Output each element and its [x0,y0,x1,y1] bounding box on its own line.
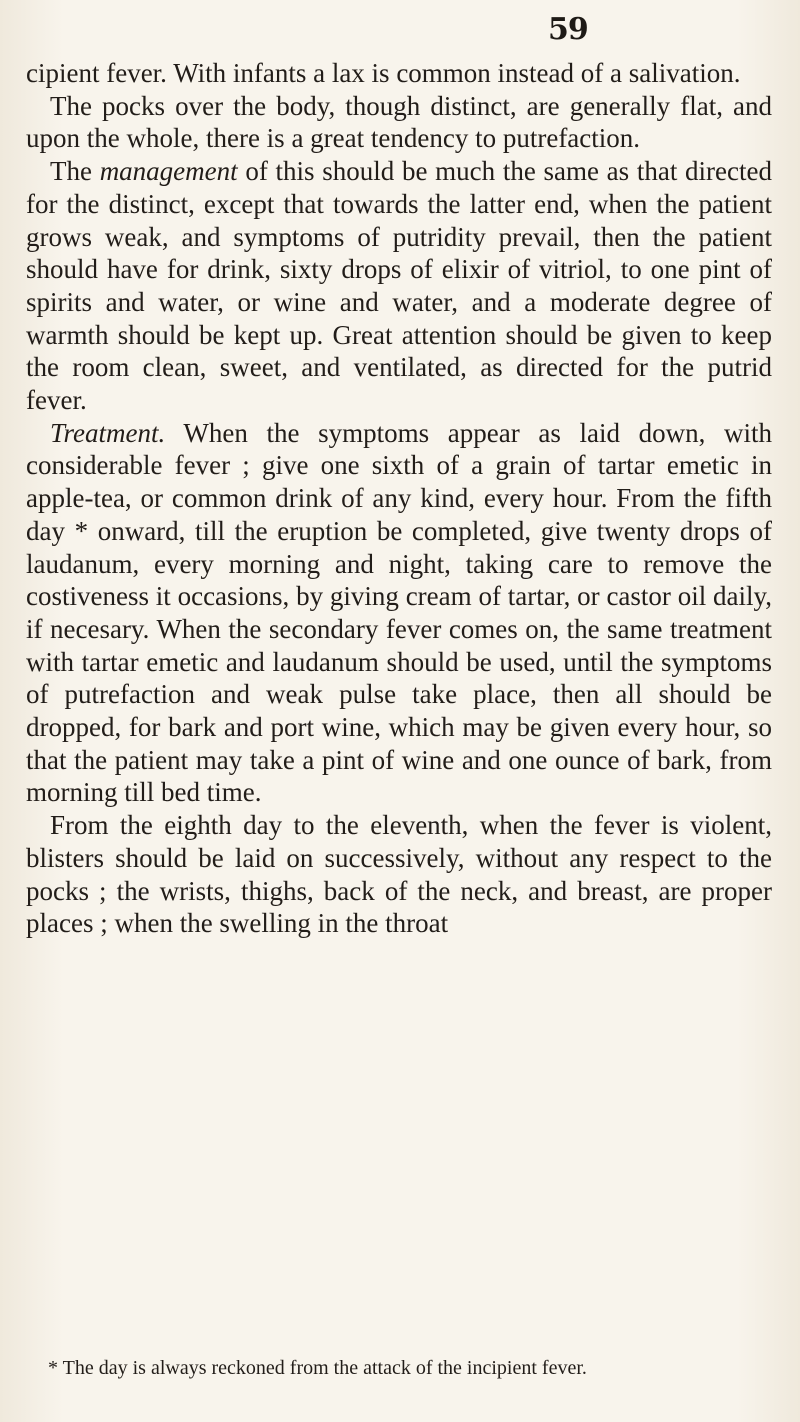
paragraph-management [26,155,772,417]
body-text [26,57,772,940]
paragraph-blisters: From the eighth day to the eleventh, when the fever is violent, blisters should be laid on successively, without any respect to the pocks ; the wrists, thighs, back of the neck, and breast, are proper places ; when the swelling in the throat [26,810,772,939]
paragraph-continuation: cipient fever. With infants a lax is common instead of a salivation. [26,58,741,88]
management-term: management [99,156,238,187]
footnote: * The day is always reckoned from the attack of the incipient fever. [48,1357,587,1379]
treatment-text: When the symptoms appear as laid down, with considerable fever ; give one sixth of a grain of tartar emetic in apple-tea, or common drink of any kind, every hour. From the fifth day * onward, till the eruption be completed, give twenty drops of laudanum, every morning and night, taking care to remove the costiveness it occasions, by giving cream of tartar, or castor oil daily, if necesary. When the secondary fever comes on, the same treatment with tartar emetic and laudanum should be used, until the symptoms of putrefaction and weak pulse take place, then all should be dropped, for bark and port wine, which may be given every hour, so that the patient may take a pint of wine and one ounce of bark, from morning till bed time. [26,417,772,808]
page-number: 59 [548,12,588,47]
management-text: of this should be much the same as that directed for the distinct, except that towards the latter end, when the patient grows weak, and symptoms of putridity prevail, then the patient should have for drink, sixty drops of elixir of vitriol, to one pint of spirits and water, or wine and water, and a moderate degree of warmth should be kept up. Great attention should be given to keep the room clean, sweet, and ventilated, as directed for the putrid fever. [26,156,772,416]
paragraph-pocks: The pocks over the body, though distinct, are generally flat, and upon the whole, there is a great tendency to putrefaction. [26,90,772,154]
treatment-heading: Treatment. [50,417,166,448]
management-lead: The [50,156,100,187]
paragraph-treatment [26,417,772,809]
